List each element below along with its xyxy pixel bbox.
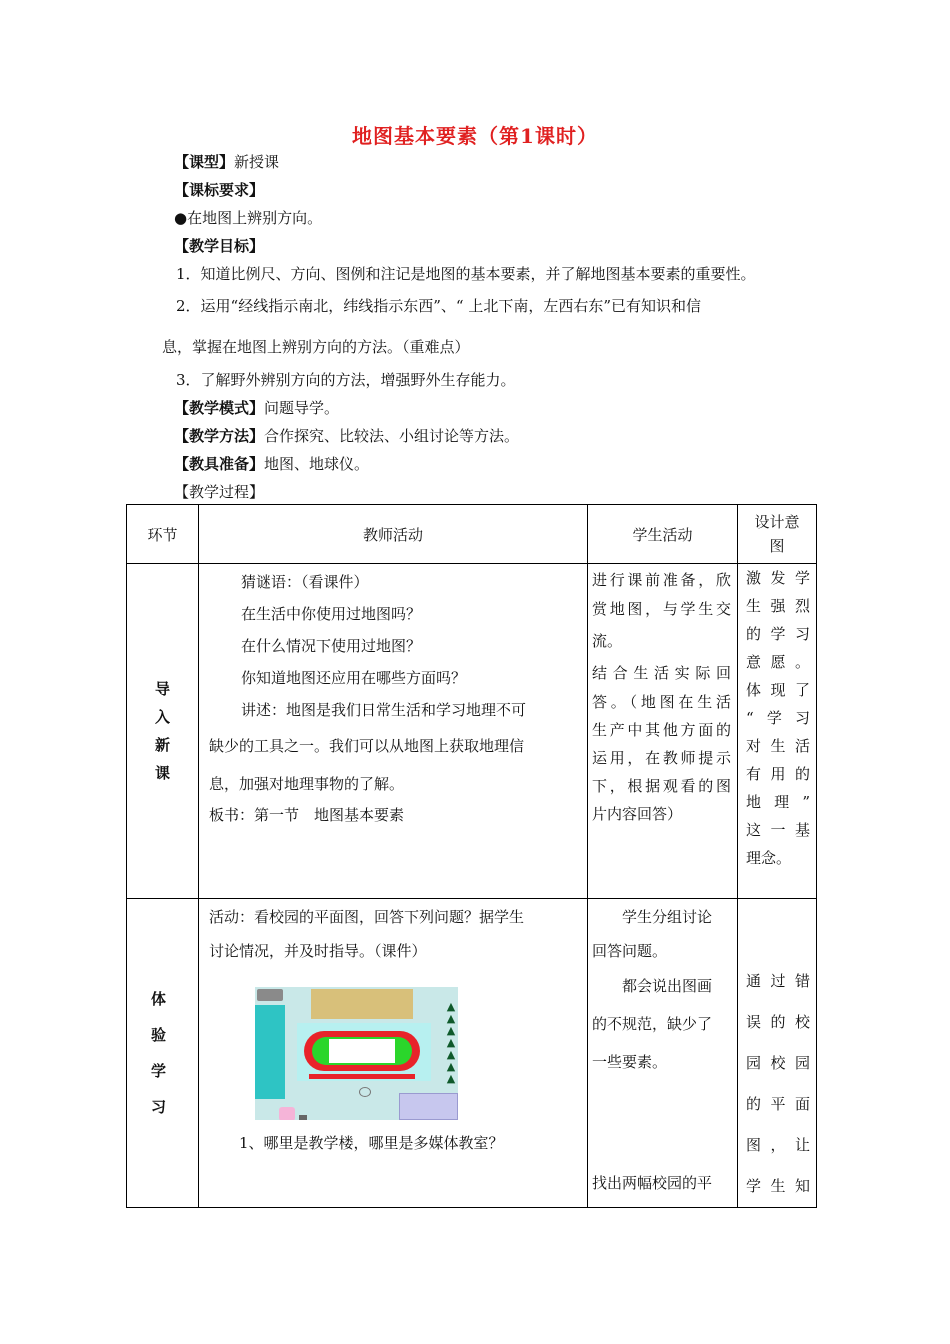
intro-teacher-activity: 猜谜语：（看课件） 在生活中你使用过地图吗？ 在什么情况下使用过地图？ 你知道地图还应用在哪些方面吗？ 讲述：地图是我们日常生活和学习地理不可 缺少的工具之一。我们可以从地图上获取地理信 息，加强对地理事物的了解。 板书：第一节 地图基本要素 bbox=[199, 564, 588, 899]
stage-experience: 体 验 学 习 bbox=[127, 899, 199, 1208]
experience-design-intent: 通过错 误的校 园校园 的平面 图，让 学生知 bbox=[738, 899, 817, 1208]
campus-track-line bbox=[309, 1074, 415, 1079]
header-stage: 环节 bbox=[127, 505, 199, 564]
campus-gate bbox=[257, 989, 283, 1001]
process-table bbox=[126, 504, 817, 1208]
campus-multimedia-building bbox=[399, 1093, 458, 1120]
experience-teacher-activity: 活动：看校园的平面图，回答下列问题？据学生 讨论情况，并及时指导。（课件） ▲ ▲ ▲ ▲ ▲ ▲ ▲ 1、哪里是教学楼，哪里是多媒体教室？ bbox=[199, 899, 588, 1208]
objective-3: 3．了解野外辨别方向的方法，增强野外生存能力。 bbox=[176, 371, 516, 389]
document-title: 地图基本要素（第1课时） bbox=[352, 124, 598, 148]
stage-intro: 导 入 新 课 bbox=[127, 564, 199, 899]
campus-bench bbox=[299, 1115, 307, 1120]
methods-line: 【教学方法】合作探究、比较法、小组讨论等方法。 bbox=[174, 427, 520, 445]
lesson-type-line: 【课型】新授课 bbox=[174, 153, 280, 171]
campus-small-building bbox=[279, 1107, 295, 1120]
table-row-intro bbox=[127, 564, 817, 899]
campus-plan-image bbox=[255, 987, 458, 1120]
campus-sand-area bbox=[311, 989, 413, 1019]
process-heading: 【教学过程】 bbox=[174, 483, 265, 501]
objective-2-line1: 2．运用“经线指示南北，纬线指示东西”、“ 上北下南，左西右东”已有知识和信 bbox=[176, 297, 701, 315]
experience-student-activity: 学生分组讨论 回答问题。 都会说出图画 的不规范，缺少了 一些要素。 找出两幅校园的平 bbox=[588, 899, 738, 1208]
campus-fountain bbox=[359, 1087, 371, 1097]
table-row-experience bbox=[127, 899, 817, 1208]
campus-field-center bbox=[329, 1039, 395, 1063]
header-student: 学生活动 bbox=[588, 505, 738, 564]
campus-teaching-building bbox=[255, 1005, 285, 1099]
mode-line: 【教学模式】问题导学。 bbox=[174, 399, 340, 417]
intro-design-intent: 激发学 生强烈 的学习 意愿。 体现了 “学习 对生活 有用的 地理” 这一基 理念。 bbox=[738, 564, 817, 899]
standard-heading: 【课标要求】 bbox=[174, 181, 265, 199]
table-header-row bbox=[127, 505, 817, 564]
objective-1: 1．知道比例尺、方向、图例和注记是地图的基本要素，并了解地图基本要素的重要性。 bbox=[176, 265, 756, 283]
header-teacher: 教师活动 bbox=[199, 505, 588, 564]
intro-student-activity: 进行课前准备，欣 赏地图，与学生交 流。 结合生活实际回 答。（地图在生活 生产中其他方面的 运用，在教师提示 下，根据观看的图 片内容回答） bbox=[588, 564, 738, 899]
tools-line: 【教具准备】地图、地球仪。 bbox=[174, 455, 370, 473]
header-design: 设计意 图 bbox=[738, 505, 817, 564]
campus-trees: ▲ ▲ ▲ ▲ ▲ ▲ ▲ bbox=[446, 1000, 456, 1085]
objective-2-line2: 息，掌握在地图上辨别方向的方法。（重难点） bbox=[162, 338, 470, 356]
standard-item: ●在地图上辨别方向。 bbox=[174, 209, 323, 227]
objectives-heading: 【教学目标】 bbox=[174, 237, 265, 255]
